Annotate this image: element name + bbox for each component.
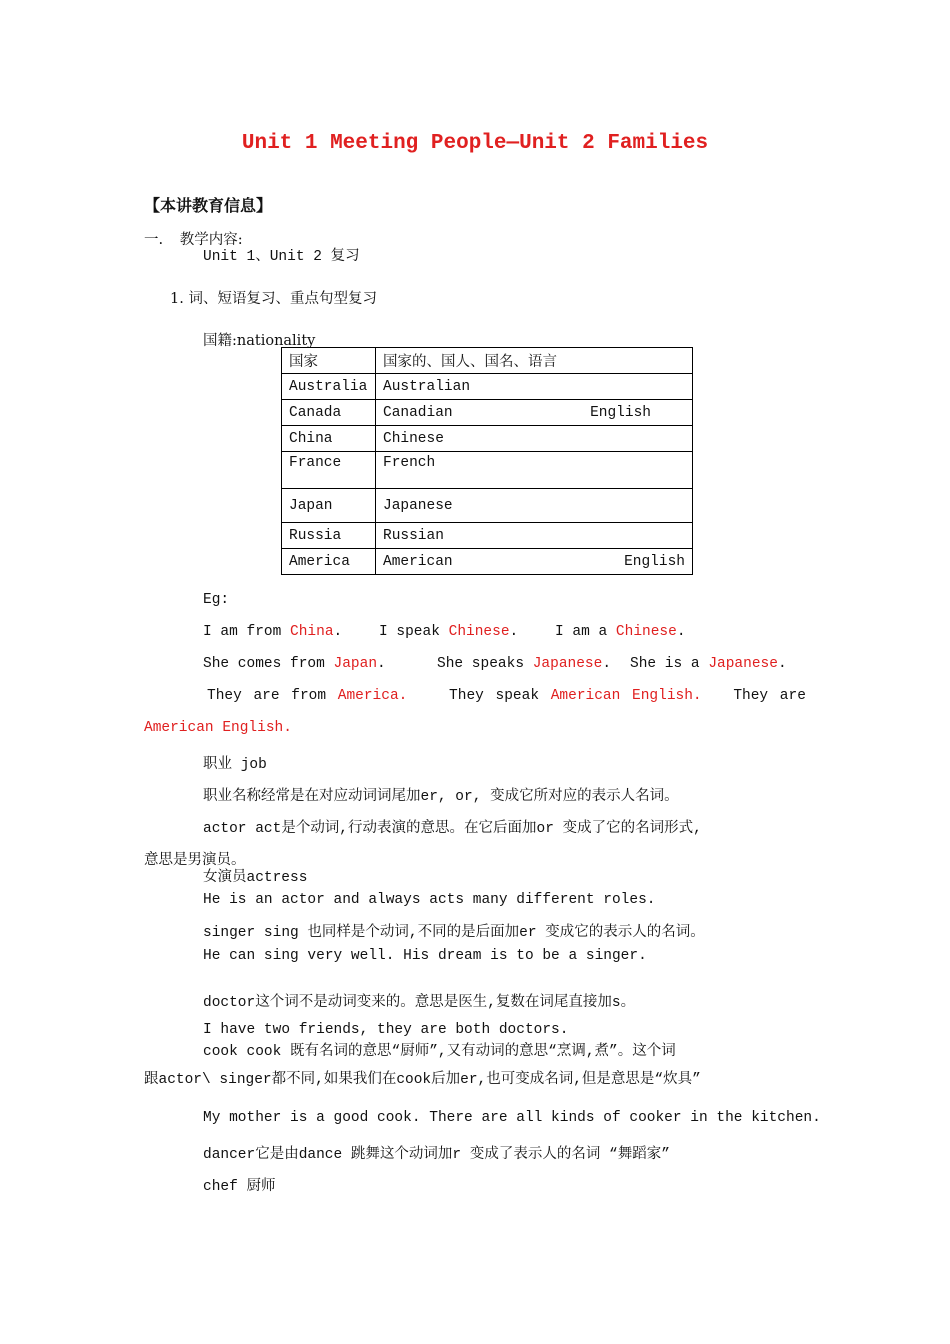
table-row	[282, 523, 693, 549]
text: .	[333, 624, 343, 640]
adj: Japanese	[383, 497, 453, 514]
table-cell-adjective	[376, 489, 693, 523]
table-cell-country: China	[282, 426, 376, 452]
nationality-label: 国籍:nationality	[203, 333, 316, 349]
highlight: America.	[337, 688, 408, 704]
text: .	[509, 624, 519, 640]
example-sentence-3	[207, 688, 806, 704]
example-sentence-1b	[379, 624, 518, 640]
singer-line: singer sing 也同样是个动词,不同的是后面加er 变成它的表示人的名词。	[203, 925, 705, 941]
part1-label: 一.	[144, 232, 164, 248]
table-row	[282, 549, 693, 575]
lang: English	[624, 553, 685, 570]
singer-example: He can sing very well. His dream is to be a singer.	[203, 948, 647, 964]
table-row	[282, 452, 693, 489]
section-header: 【本讲教育信息】	[144, 196, 273, 215]
actor-line-2: 意思是男演员。	[144, 853, 246, 869]
lang: English	[590, 404, 651, 421]
text: She speaks	[437, 656, 533, 672]
word: are	[779, 688, 806, 704]
word: from	[291, 688, 327, 704]
word: They	[207, 688, 242, 704]
table-cell-country: Australia	[282, 374, 376, 400]
table-cell-adjective	[376, 523, 693, 549]
table-cell-adjective	[376, 549, 693, 575]
highlight: Chinese	[448, 624, 510, 640]
highlight: American	[550, 688, 621, 704]
adj: Australian	[383, 378, 471, 395]
table-cell-country: France	[282, 452, 376, 489]
table-row	[282, 426, 693, 452]
job-rule: 职业名称经常是在对应动词词尾加er, or, 变成它所对应的表示人名词。	[203, 789, 679, 805]
table-header-country: 国家	[282, 348, 376, 374]
example-sentence-2a	[203, 656, 386, 672]
cook-line-2: 跟actor\ singer都不同,如果我们在cook后加er,也可变成名词,但是意思是“炊具”	[144, 1072, 701, 1088]
word: are	[253, 688, 280, 704]
table-row	[282, 374, 693, 400]
text: She is a	[630, 656, 709, 672]
highlight: Japan	[333, 656, 378, 672]
actor-line-1: actor act是个动词,行动表演的意思。在它后面加or 变成了它的名词形式,	[203, 821, 702, 837]
highlight: Japanese	[532, 656, 603, 672]
example-sentence-3-continued: American English.	[144, 720, 292, 736]
text: I am a	[555, 624, 616, 640]
text: I am from	[203, 624, 291, 640]
table-header-forms: 国家的、国人、国名、语言	[376, 348, 693, 374]
table-cell-country: America	[282, 549, 376, 575]
example-sentence-1a	[203, 624, 342, 640]
example-sentence-2c	[630, 656, 787, 672]
cook-example: My mother is a good cook. There are all kinds of cooker in the kitchen.	[203, 1110, 821, 1126]
highlight: English.	[632, 688, 702, 704]
part1-subtitle: Unit 1、Unit 2 复习	[203, 249, 360, 265]
nationality-table	[281, 347, 693, 575]
word: They	[733, 688, 769, 704]
dancer-line: dancer它是由dance 跳舞这个动词加r 变成了表示人的名词 “舞蹈家”	[203, 1147, 670, 1163]
text: She comes from	[203, 656, 334, 672]
chef-line: chef 厨师	[203, 1179, 276, 1195]
text: I speak	[379, 624, 449, 640]
table-cell-adjective	[376, 400, 693, 426]
text: .	[676, 624, 686, 640]
actor-example: He is an actor and always acts many different roles.	[203, 892, 656, 908]
table-cell-adjective	[376, 426, 693, 452]
job-heading: 职业 job	[203, 757, 267, 773]
table-row	[282, 489, 693, 523]
table-cell-country: Japan	[282, 489, 376, 523]
table-header-row	[282, 348, 693, 374]
word: speak	[495, 688, 540, 704]
highlight: Chinese	[615, 624, 677, 640]
adj: Canadian	[383, 404, 453, 421]
actress-line: 女演员actress	[203, 870, 308, 886]
adj: American	[383, 553, 453, 570]
example-sentence-1c	[555, 624, 686, 640]
highlight: Japanese	[708, 656, 778, 672]
adj: Russian	[383, 527, 444, 544]
eg-label: Eg:	[203, 592, 230, 608]
page-title: Unit 1 Meeting People—Unit 2 Families	[241, 132, 709, 155]
word: They	[449, 688, 484, 704]
table-cell-country: Canada	[282, 400, 376, 426]
table-row	[282, 400, 693, 426]
adj: Chinese	[383, 430, 444, 447]
text: .	[602, 656, 612, 672]
item1-heading: 1. 词、短语复习、重点句型复习	[170, 291, 377, 307]
doctor-example: I have two friends, they are both doctors.	[203, 1022, 569, 1038]
table-cell-adjective	[376, 452, 693, 489]
example-sentence-2b	[437, 656, 611, 672]
doctor-line: doctor这个词不是动词变来的。意思是医生,复数在词尾直接加s。	[203, 995, 636, 1011]
highlight: China	[290, 624, 334, 640]
text: .	[777, 656, 787, 672]
part1-heading-text: 教学内容:	[179, 232, 243, 248]
adj: French	[383, 455, 436, 471]
table-cell-country: Russia	[282, 523, 376, 549]
table-cell-adjective	[376, 374, 693, 400]
text: .	[377, 656, 386, 672]
cook-line-1: cook cook 既有名词的意思“厨师”,又有动词的意思“烹调,煮”。这个词	[203, 1044, 676, 1060]
